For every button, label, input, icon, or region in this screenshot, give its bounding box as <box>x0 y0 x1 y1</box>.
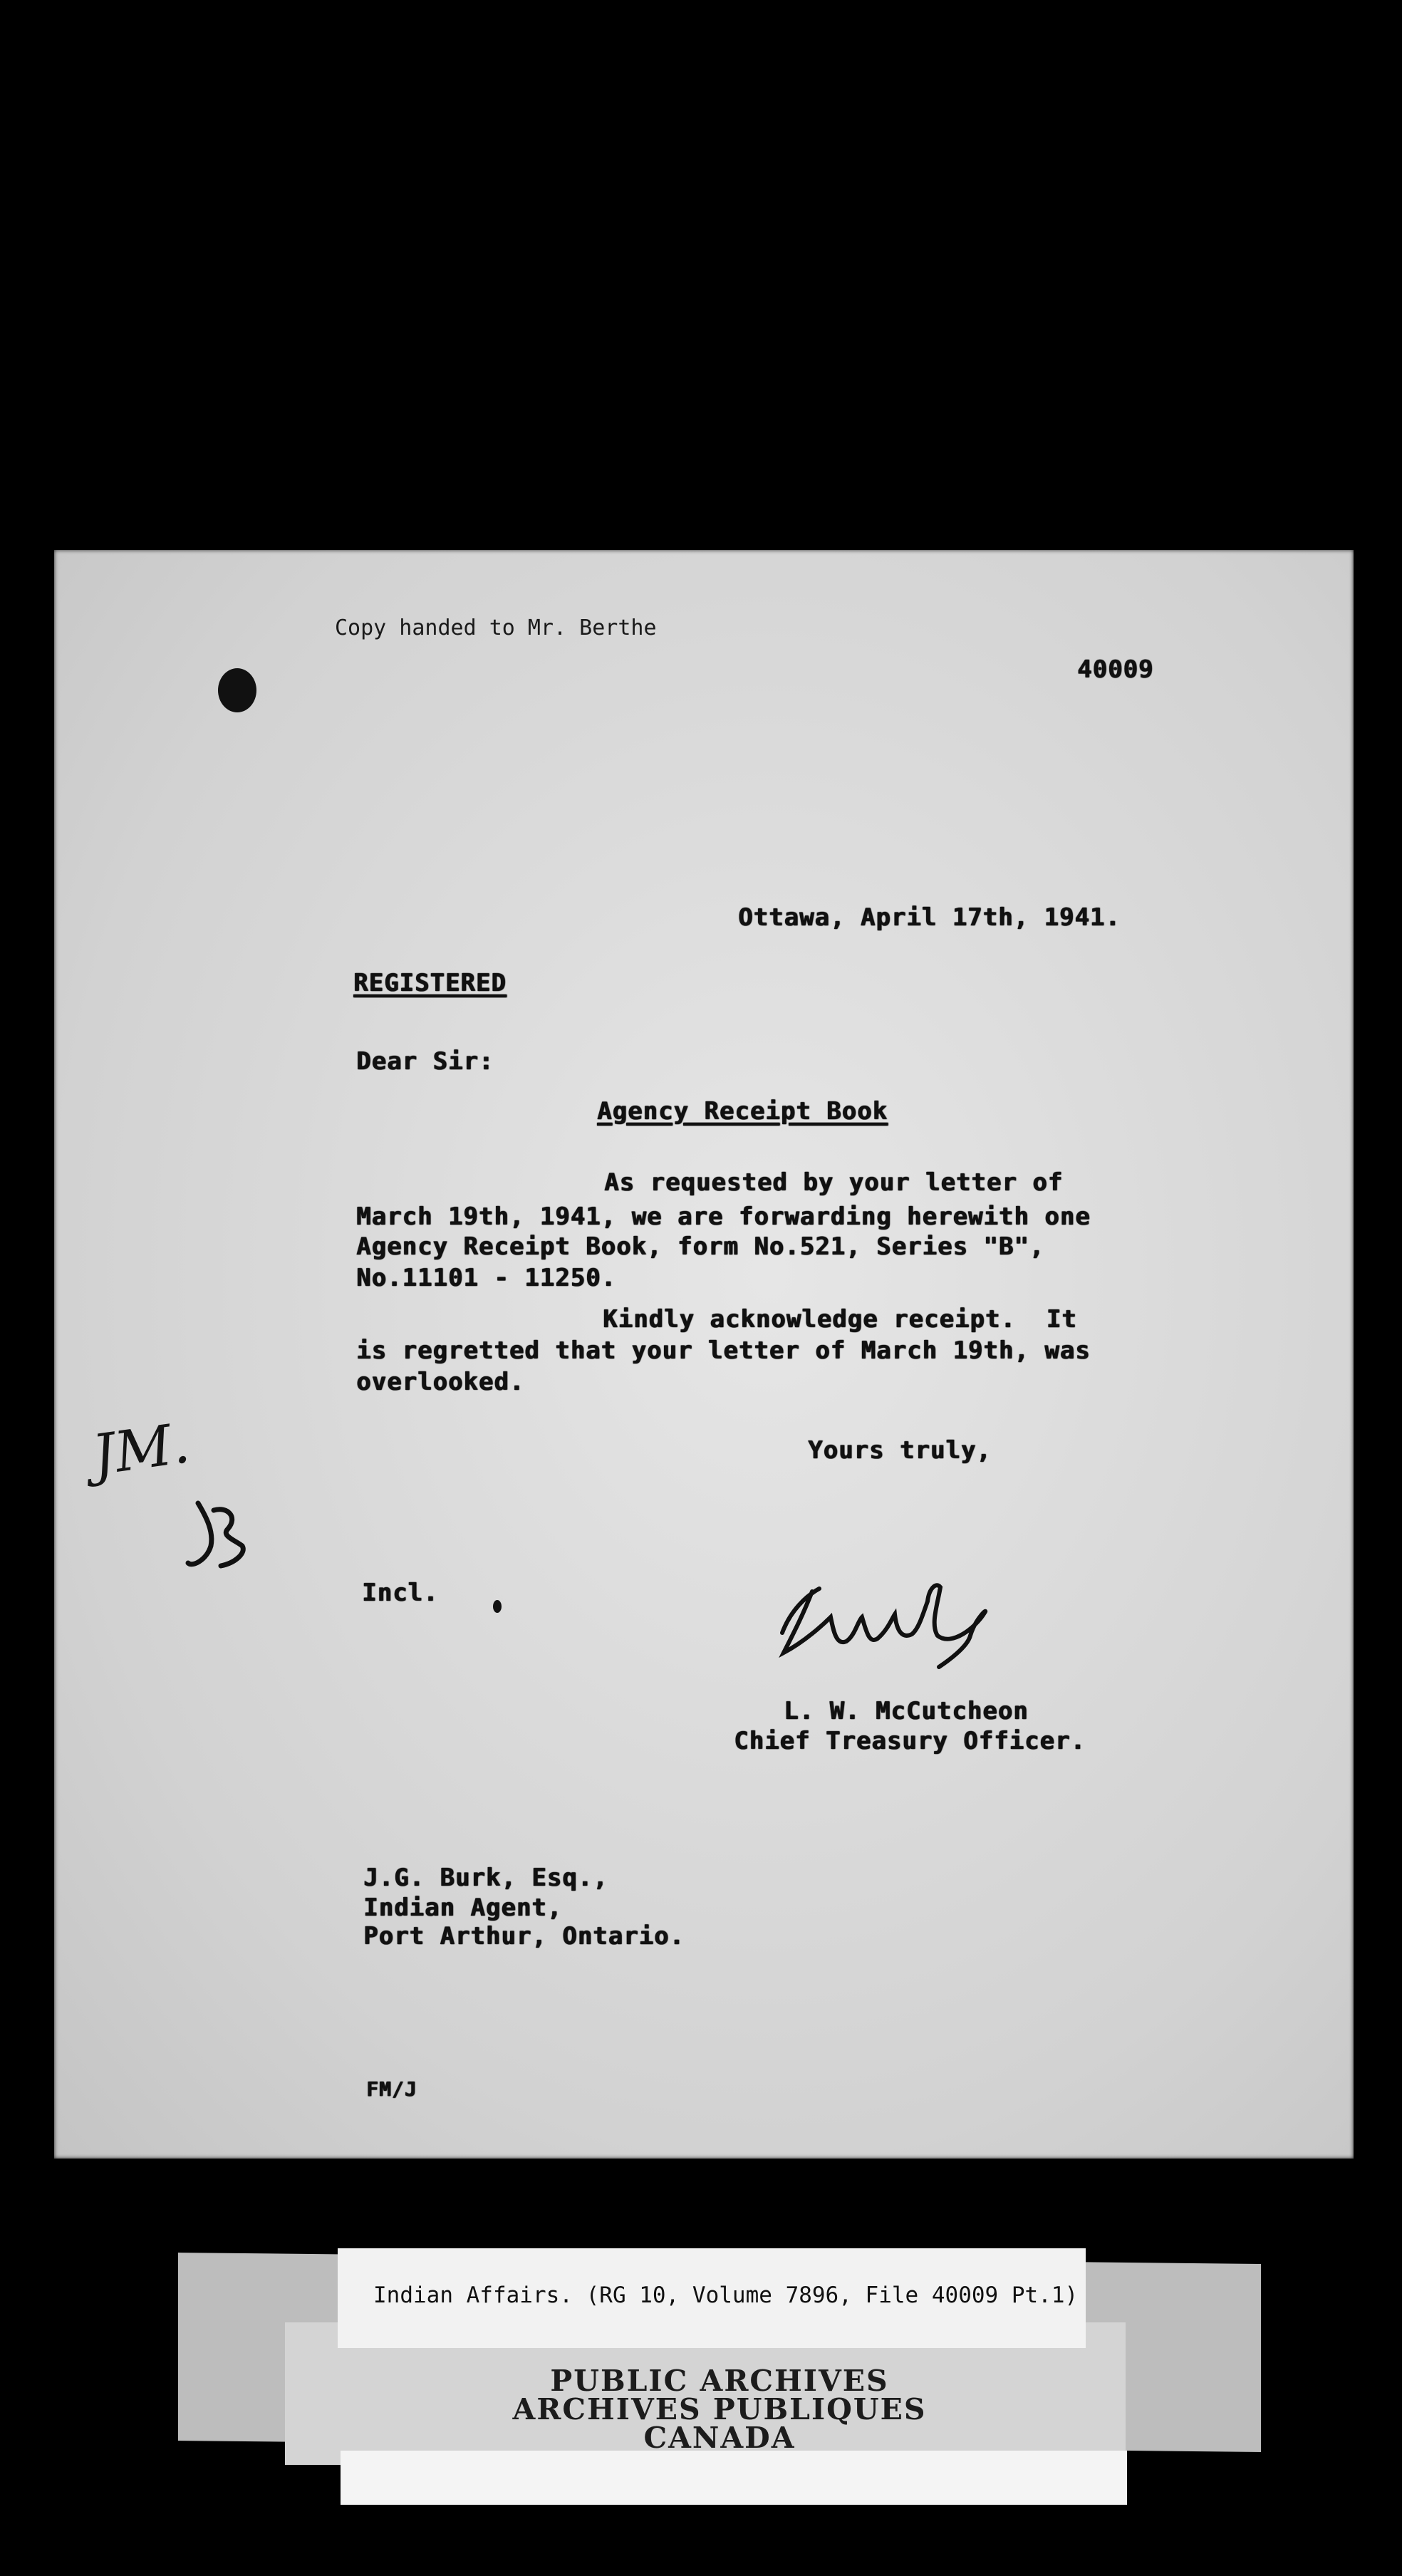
para1-line1: As requested by your letter of <box>604 1168 1064 1197</box>
archive-reference-strip <box>338 2248 1086 2348</box>
handwritten-signature <box>762 1567 1019 1674</box>
closing: Yours truly, <box>808 1436 992 1465</box>
copy-note: Copy handed to Mr. Berthe <box>335 616 657 640</box>
margin-scribble <box>178 1489 264 1574</box>
file-number: 40009 <box>1077 655 1154 684</box>
address-line2: Indian Agent, <box>363 1894 563 1922</box>
salutation: Dear Sir: <box>356 1047 494 1076</box>
ink-blot <box>218 668 256 712</box>
ink-speck <box>493 1600 502 1613</box>
margin-initials: JM. <box>88 1411 194 1489</box>
archive-stamp-line1: PUBLIC ARCHIVES <box>550 2364 889 2398</box>
para2-line2: is regretted that your letter of March 19th, was <box>356 1336 1091 1365</box>
registered-label: REGISTERED <box>353 969 507 997</box>
date-line: Ottawa, April 17th, 1941. <box>738 903 1121 932</box>
typist-initials: FM/J <box>366 2077 417 2101</box>
address-line3: Port Arthur, Ontario. <box>363 1922 685 1951</box>
archive-stamp-line3: CANADA <box>643 2421 796 2455</box>
signer-name: L. W. McCutcheon <box>784 1697 1029 1725</box>
para2-line1: Kindly acknowledge receipt. It <box>603 1305 1077 1334</box>
enclosure-note: Incl. <box>362 1579 439 1607</box>
archive-reference: Indian Affairs. (RG 10, Volume 7896, File 40009 Pt.1) <box>373 2282 1079 2308</box>
archive-bottom-strip <box>341 2451 1127 2505</box>
para2-line3: overlooked. <box>356 1368 525 1396</box>
para1-line2: March 19th, 1941, we are forwarding herewith one <box>356 1203 1091 1231</box>
signer-title: Chief Treasury Officer. <box>734 1727 1086 1755</box>
archive-stamp-line2: ARCHIVES PUBLIQUES <box>512 2392 927 2426</box>
para1-line4: No.11101 - 11250. <box>356 1264 616 1292</box>
address-line1: J.G. Burk, Esq., <box>363 1864 608 1892</box>
para1-line3: Agency Receipt Book, form No.521, Series "B", <box>356 1232 1045 1261</box>
subject-line: Agency Receipt Book <box>597 1097 888 1126</box>
